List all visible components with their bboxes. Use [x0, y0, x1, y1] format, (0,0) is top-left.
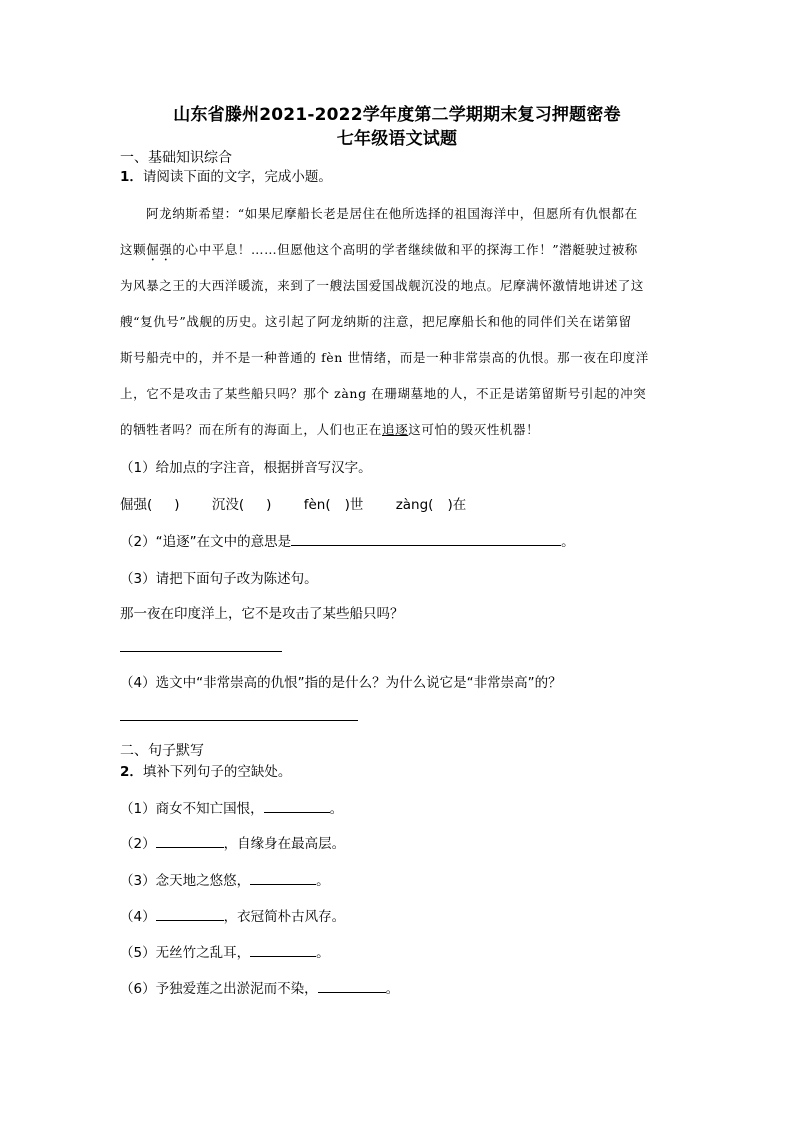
pinyin-item-fen[interactable]: fèn( )世	[303, 497, 364, 513]
section-2-heading: 二、句子默写	[120, 743, 204, 759]
sub-question-4: （4）选文中“非常崇高的仇恨”指的是什么？为什么说它是“非常崇高”的？	[120, 675, 562, 691]
fill-item: （3）念天地之悠悠， 。	[120, 869, 330, 889]
answer-blank[interactable]	[156, 906, 224, 921]
question-1-number: 1．	[120, 169, 143, 185]
passage-text: 这可怕的毁灭性机器！	[408, 422, 540, 437]
underlined-word-zhuizhu: 追逐	[382, 422, 409, 437]
answer-blank[interactable]	[291, 531, 561, 546]
passage-line: 为风暴之王的大西洋暖流，来到了一艘法国爱国战舰沉没的地点。尼摩满怀激情地讲述了这	[120, 278, 645, 293]
answer-blank[interactable]	[250, 870, 316, 885]
question-2-text: 填补下列句子的空缺处。	[142, 764, 292, 780]
question-1-text: 请阅读下面的文字，完成小题。	[142, 169, 332, 185]
answer-blank[interactable]	[264, 798, 330, 813]
pinyin-item-juejiang[interactable]: 倔强( )	[120, 497, 180, 513]
answer-blank[interactable]	[318, 978, 386, 993]
fill-item: （1）商女不知亡国恨， 。	[120, 797, 343, 817]
question-1	[120, 165, 332, 185]
pinyin-row	[120, 493, 466, 513]
dotted-word-juejiang: 倔强	[146, 242, 173, 257]
answer-blank[interactable]	[156, 833, 224, 848]
pinyin-item-zang[interactable]: zàng( )在	[395, 497, 467, 513]
fill-item: （6）予独爱莲之出淤泥而不染， 。	[120, 977, 399, 997]
passage-line: 上，它不是攻击了某些船只吗？那个 zàng 在珊瑚墓地的人，不正是诺第留斯号引起的冲突	[120, 386, 647, 401]
passage-line: 斯号船壳中的，并不是一种普通的 fèn 世情绪，而是一种非常崇高的仇恨。那一夜在印度洋	[120, 350, 649, 365]
sub-question-3-sentence: 那一夜在印度洋上，它不是攻击了某些船只吗？	[120, 606, 404, 622]
answer-line[interactable]	[120, 720, 358, 721]
section-1-heading: 一、基础知识综合	[120, 150, 232, 166]
passage-line	[120, 240, 638, 264]
passage-text: 的心中平息！……但愿他这个高明的学者继续做和平的探海工作！”潜艇驶过被称	[172, 242, 638, 257]
sub-question-3: （3）请把下面句子改为陈述句。	[120, 571, 318, 587]
passage-text: 的牺牲者吗？而在所有的海面上，人们也正在	[120, 422, 383, 437]
pinyin-item-chenmo[interactable]: 沉没( )	[211, 497, 272, 513]
fill-item: （2） ，自缘身在最高层。	[120, 832, 345, 852]
sub-question-2	[120, 530, 575, 550]
passage-line	[120, 420, 539, 438]
passage-line: 阿龙纳斯希望：“如果尼摩船长老是居住在他所选择的祖国海洋中，但愿所有仇恨都在	[146, 206, 638, 221]
exam-subtitle: 七年级语文试题	[336, 129, 458, 149]
exam-title: 山东省滕州2021-2022学年度第二学期期末复习押题密卷	[173, 105, 621, 125]
passage-text: 这颗	[120, 242, 147, 257]
question-2-number: 2．	[120, 764, 143, 780]
fill-item: （4） ，衣冠简朴古风存。	[120, 905, 345, 925]
answer-blank[interactable]	[250, 942, 316, 957]
period: 。	[561, 534, 575, 550]
question-2	[120, 760, 291, 780]
answer-line[interactable]	[120, 651, 282, 652]
fill-item: （5）无丝竹之乱耳， 。	[120, 941, 330, 961]
passage-line: 艘“复仇号”战舰的历史。这引起了阿龙纳斯的注意，把尼摩船长和他的同伴们关在诺第留	[120, 314, 632, 329]
sub-question-1: （1）给加点的字注音，根据拼音写汉字。	[120, 460, 372, 476]
sub-question-2-text: （2）“追逐”在文中的意思是	[120, 534, 292, 550]
